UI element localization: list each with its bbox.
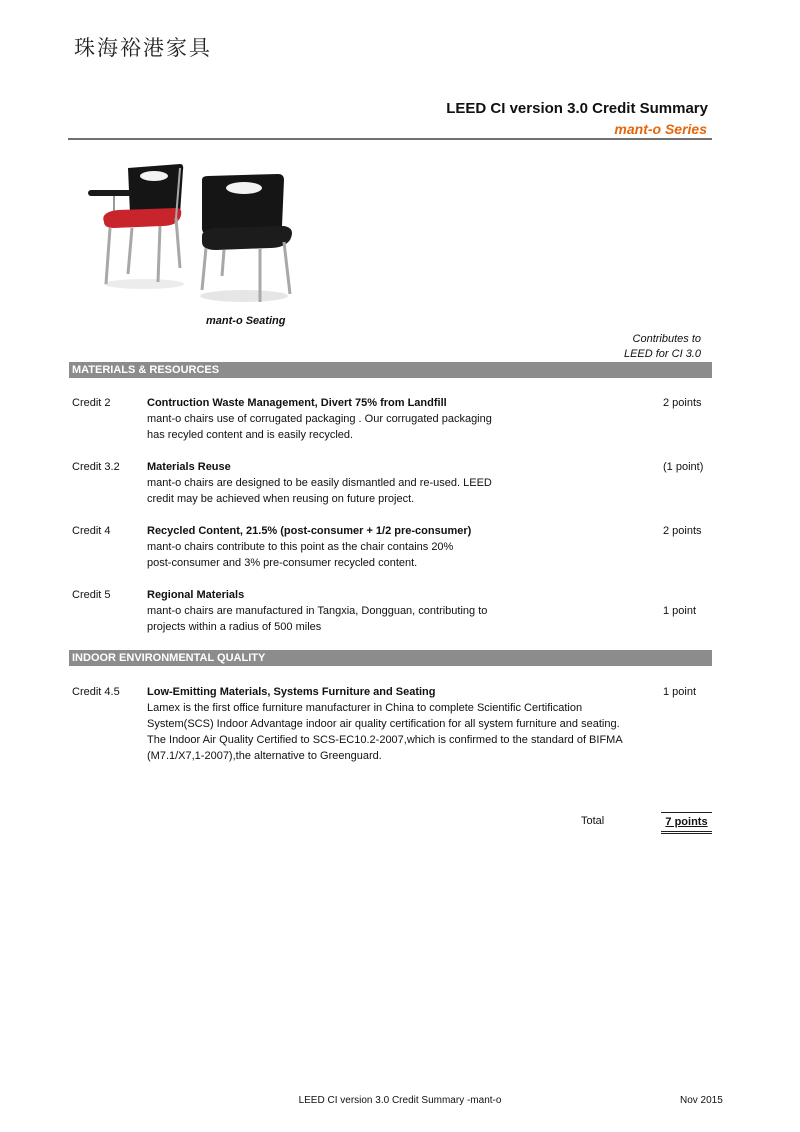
credit-points: 1 point: [663, 686, 697, 698]
credit-title: Contruction Waste Management, Divert 75% from Landfill: [147, 397, 447, 409]
credit-id: Credit 4: [72, 525, 111, 537]
credit-id: Credit 3.2: [72, 461, 120, 473]
credit-description: Lamex is the first office furniture manufacturer in China to complete Scientific Certification: [147, 702, 583, 714]
contributes-column-header: [624, 332, 701, 362]
credit-points: (1 point): [663, 461, 704, 473]
credit-description: projects within a radius of 500 miles: [147, 621, 322, 633]
section-heading-indoor-quality: INDOOR ENVIRONMENTAL QUALITY: [69, 650, 712, 666]
section-heading-materials: MATERIALS & RESOURCES: [69, 362, 712, 378]
contributes-line-1: Contributes to: [632, 333, 701, 345]
credit-id: Credit 5: [72, 589, 111, 601]
credit-points: 2 points: [663, 397, 702, 409]
tablet-chair-illustration: [88, 164, 184, 289]
total-points: 7 points: [661, 812, 712, 834]
company-name: 珠海裕港家具: [74, 36, 212, 60]
credit-title: Recycled Content, 21.5% (post-consumer + 1/2 pre-consumer): [147, 525, 472, 537]
credit-title: Low-Emitting Materials, Systems Furniture and Seating: [147, 686, 436, 698]
black-chair-illustration: [200, 174, 292, 302]
series-name: mant-o Series: [614, 121, 707, 137]
credit-description: has recyled content and is easily recycled.: [147, 429, 354, 441]
credit-description: mant-o chairs are designed to be easily dismantled and re-used. LEED: [147, 477, 492, 489]
credit-title: Regional Materials: [147, 589, 245, 601]
credit-description: System(SCS) Indoor Advantage indoor air quality certification for all system furniture and seating.: [147, 718, 620, 730]
photo-caption: mant-o Seating: [206, 315, 286, 327]
credit-description: credit may be achieved when reusing on future project.: [147, 493, 415, 505]
footer-title: LEED CI version 3.0 Credit Summary -mant-o: [298, 1095, 502, 1106]
chair-photo: [84, 156, 302, 308]
credit-description: The Indoor Air Quality Certified to SCS-EC10.2-2007,which is confirmed to the standard of BIFMA: [147, 734, 623, 746]
credit-description: post-consumer and 3% pre-consumer recycled content.: [147, 557, 418, 569]
credit-id: Credit 2: [72, 397, 111, 409]
total-label: Total: [581, 815, 605, 827]
footer-date: Nov 2015: [680, 1095, 723, 1106]
credit-id: Credit 4.5: [72, 686, 120, 698]
credit-points: 2 points: [663, 525, 702, 537]
contributes-line-2: LEED for CI 3.0: [623, 348, 701, 360]
credit-description: (M7.1/X7,1-2007),the alternative to Greenguard.: [147, 750, 382, 762]
header-divider: [68, 138, 712, 140]
credit-points: 1 point: [663, 605, 697, 617]
credit-description: mant-o chairs use of corrugated packaging . Our corrugated packaging: [147, 413, 492, 425]
credit-title: Materials Reuse: [147, 461, 231, 473]
credit-description: mant-o chairs are manufactured in Tangxia, Dongguan, contributing to: [147, 605, 488, 617]
credit-description: mant-o chairs contribute to this point as the chair contains 20%: [147, 541, 454, 553]
document-title: LEED CI version 3.0 Credit Summary: [446, 100, 708, 117]
